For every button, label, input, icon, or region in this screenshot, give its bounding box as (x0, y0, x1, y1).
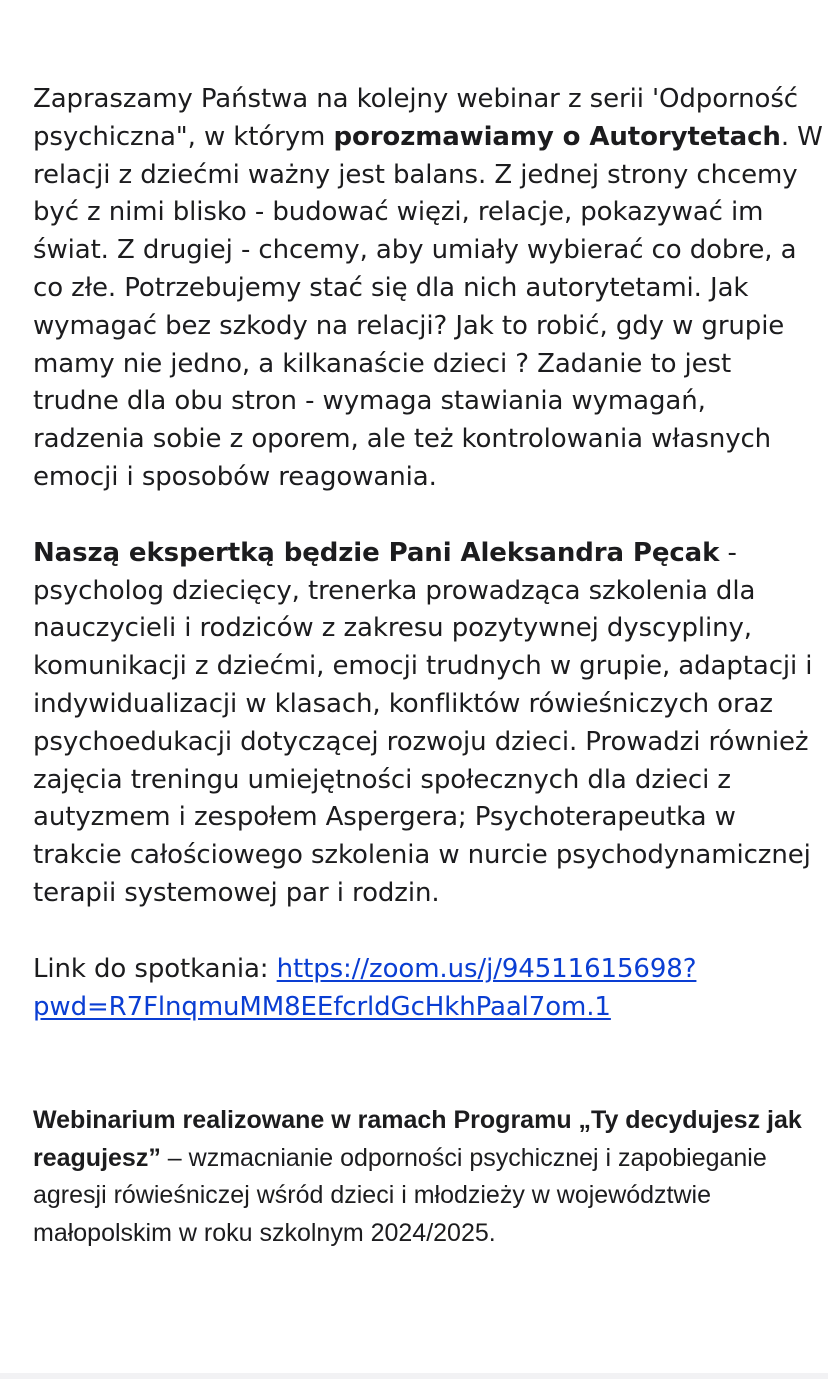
spacer (33, 1026, 823, 1102)
meeting-label: Link do spotkania: (33, 953, 277, 984)
intro-text-rest: . W relacji z dziećmi ważny jest balans. Z jednej strony chcemy być z nimi blisko - budować więzi, relacje, pokazywać im świat. Z drugiej - chcemy, aby umiały wybierać co dobre, a co złe. Potrzebujemy stać się dla nich autorytetami. Jak wymagać bez szkody na relacji? Jak to robić, gdy w grupie mamy nie jedno, a kilkanaście dzieci ? Zadanie to jest trudne dla obu stron - wymaga stawiania wymagań, radzenia sobie z oporem, ale też kontrolowania własnych emocji i sposobów reagowania. (33, 121, 823, 492)
meeting-paragraph (33, 951, 823, 1027)
program-name: Webinarium realizowane w ramach Programu „Ty decydujesz jak reagujesz” (33, 1106, 802, 1172)
expert-paragraph (33, 535, 823, 913)
intro-bold-topic: porozmawiamy o Autorytetach (333, 121, 781, 152)
intro-paragraph (33, 81, 823, 497)
zoom-link-line1: https://zoom.us/j/94511615698? (276, 953, 697, 984)
message-body (33, 81, 823, 1252)
program-footer (33, 1102, 823, 1252)
expert-description: - psycholog dziecięcy, trenerka prowadząca szkolenia dla nauczycieli i rodziców z zakresu pozytywnej dyscypliny, komunikacji z dziećmi, emocji trudnych w grupie, adaptacji i indywidualizacji w klasach, konfliktów rówieśniczych oraz psychoedukacji dotyczącej rozwoju dzieci. Prowadzi również zajęcia treningu umiejętności społecznych dla dzieci z autyzmem i zespołem Aspergera; Psychoterapeutka w trakcie całościowego szkolenia w nurcie psychodynamicznej terapii systemowej par i rodzin. (33, 537, 813, 908)
expert-name: Naszą ekspertką będzie Pani Aleksandra Pęcak (33, 537, 720, 568)
zoom-link-line2: pwd=R7FlnqmuMM8EEfcrldGcHkhPaal7om.1 (33, 991, 611, 1022)
program-description: – wzmacnianie odporności psychicznej i zapobieganie agresji rówieśniczej wśród dzieci i młodzieży w województwie małopolskim w roku szkolnym 2024/2025. (33, 1143, 767, 1247)
intro-text-start: Zapraszamy Państwa na kolejny webinar z serii 'Odporność psychiczna", w którym (33, 84, 798, 152)
bottom-bar (0, 1373, 828, 1379)
spacer (33, 497, 823, 535)
spacer (33, 913, 823, 951)
